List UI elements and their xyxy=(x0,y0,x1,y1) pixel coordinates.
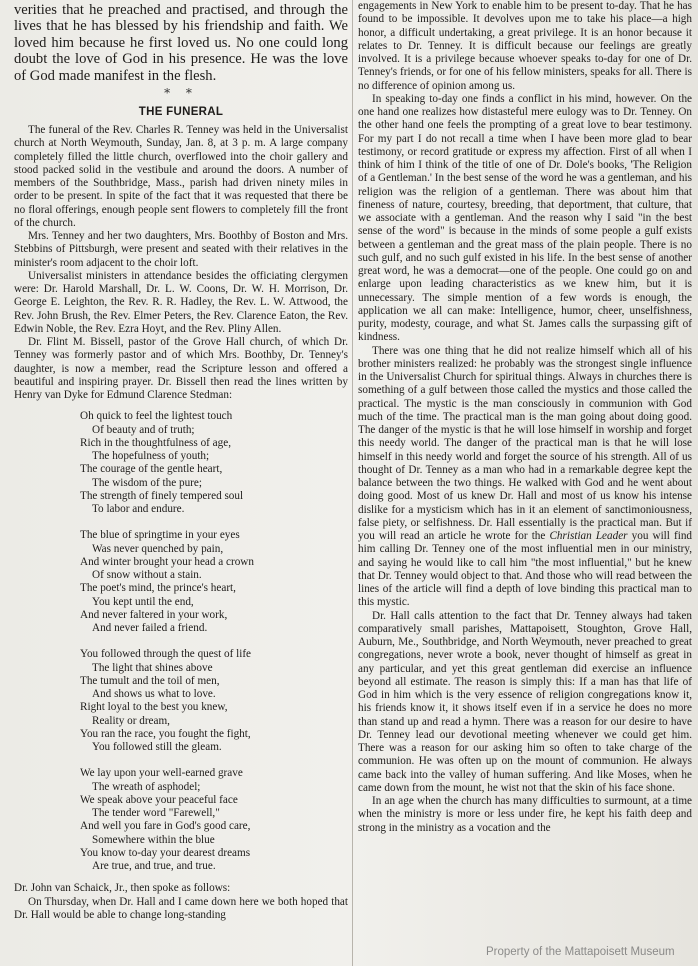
poem-line: You followed still the gleam. xyxy=(92,741,222,754)
poem-line: And never failed a friend. xyxy=(92,622,208,635)
poem-line: Right loyal to the best you knew, xyxy=(80,701,228,714)
paragraph: On Thursday, when Dr. Hall and I came down here we both hoped that Dr. Hall would be able to change long-standing xyxy=(14,895,348,921)
museum-watermark: Property of the Mattapoisett Museum xyxy=(486,946,675,958)
section-heading: THE FUNERAL xyxy=(138,106,224,119)
publication-title: Christian Leader xyxy=(549,530,628,542)
poem-line: We lay upon your well-earned grave xyxy=(80,767,243,780)
poem-line: The light that shines above xyxy=(92,661,213,674)
poem-line: To labor and endure. xyxy=(92,503,185,516)
poem-line: We speak above your peaceful face xyxy=(80,793,238,806)
right-column xyxy=(358,0,692,966)
paragraph: In speaking to-day one finds a conflict in his mind, however. On the one hand one realizes how distasteful mere eulogy was to Dr. Tenney. On the other hand one feels the prompting of a great love to bear testimony. For my part I do not recall a time when I have been more glad to bear testimony, or record gratitude or express my affection. First of all when I think of him I think of the title of one of Dr. Dole's books, 'The Religion of a Gentleman.' In the best sense of the word he was a gentleman, and his religion was the religion of a gentleman. There was about him that fineness of nature, courtesy, breeding, that deportment, that culture, that we associate with a gentleman. And the reason why I said "in the best sense of the word" is because in the minds of some people a gulf exists between a gentleman and the great mass of the plain people. There is no such gulf, and no such gulf existed in his life. In the best sense of another great word, he was a democrat—one of the people. One could go on and enlarge upon leading characteristics as we knew him, but it is unnecessary. The simple mention of a few words is enough, the application we all can make: Intelligence, humor, cheer, unselfishness, purity, modesty, courage, and what St. James calls the surpassing gift of kindness. xyxy=(358,92,692,344)
poem-line: You followed through the quest of life xyxy=(80,648,252,661)
poem-line: Of snow without a stain. xyxy=(92,569,202,582)
poem-line: Of beauty and of truth; xyxy=(92,423,195,436)
poem-line: The courage of the gentle heart, xyxy=(80,463,223,476)
poem-line: You know to-day your dearest dreams xyxy=(80,846,251,859)
poem-line: The wreath of asphodel; xyxy=(92,780,201,793)
column-divider xyxy=(352,0,353,966)
poem-line: The wisdom of the pure; xyxy=(92,476,202,489)
poem-line: And shows us what to love. xyxy=(92,688,216,701)
poem-line: And well you fare in God's good care, xyxy=(80,820,251,833)
poem-line: You ran the race, you fought the fight, xyxy=(80,727,251,740)
poem-line: Somewhere within the blue xyxy=(92,833,215,846)
poem-line: And winter brought your head a crown xyxy=(80,555,254,568)
poem-line: The strength of finely tempered soul xyxy=(80,489,244,502)
paragraph: In an age when the church has many difficulties to surmount, at a time when the ministry is more or less under fire, he kept his faith deep and strong in the ministry as a vocation and the xyxy=(358,795,692,834)
paragraph: The funeral of the Rev. Charles R. Tenney was held in the Universalist church at North Weymouth, Sunday, Jan. 8, at 3 p. m. A large company completely filled the little church, overflowed into the choir gallery and stood packed solid in the vestibule and around the doors. A number of members of the Southbridge, Mass., parish had driven ninety miles in order to be present. In spite of the fact that it was requested that there be no floral offerings, enough people sent flowers to completely fill the front of the church. xyxy=(14,124,348,229)
lead-paragraph: verities that he preached and practised, and through the lives that he has blessed by his friendship and faith. We loved him because he first loved us. No one could long doubt the love of God in his presence. He was the love of God made manifest in the flesh. xyxy=(14,2,348,84)
paragraph: Universalist ministers in attendance besides the officiating clergymen were: Dr. Harold Marshall, Dr. L. W. Coons, Dr. W. H. Morrison, Dr. George E. Leighton, the Rev. R. R. Hadley, the Rev. L. W. Attwood, the Rev. John Brush, the Rev. Elmer Peters, the Rev. Clarence Eaton, the Rev. Edwin Noble, the Rev. Ezra Hoyt, and the Rev. Pliny Allen. xyxy=(14,269,348,335)
paragraph: Dr. Flint M. Bissell, pastor of the Grove Hall church, of which Dr. Tenney was formerly pastor and of which Mrs. Boothby, Dr. Tenney's daughter, is now a member, read the Scripture lesson and offered a beautiful and inspiring prayer. Dr. Bissell then read the lines written by Henry van Dyke for Edmund Clarence Stedman: xyxy=(14,336,348,402)
paragraph-text: There was one thing that he did not realize himself which all of his brother ministers realized: he probably was the strongest single influence in the Universalist Church for spiritual things. Always in churches there is something of a gulf between those called the mystics and those called the practical. The mystic is the man consciously in communion with God much of the time. The practical man is the man going about doing good. The danger of the mystic is that he will lose himself in worship and forget this needy world. The danger of the practical man is that he will lose himself in this needy world and forget the source of his strength. All of us thought of Dr. Tenney as a man who had in a remarkable degree kept the balance between the two things. He walked with God and he went about doing good. Most of us knew Dr. Hall and most of us know his intense dislike for a mysticism which has in it an element of sanctimoniousness, false piety, or selfishness. Dr. Hall essentially is the practical man. But if you will read an article he wrote for the xyxy=(358,344,692,542)
poem-line: Are true, and true, and true. xyxy=(92,860,216,873)
poem-line: The poet's mind, the prince's heart, xyxy=(80,582,236,595)
paragraph xyxy=(358,345,692,610)
poem-line: You kept until the end, xyxy=(92,595,194,608)
poem-stanza xyxy=(80,410,348,516)
poem-line: Reality or dream, xyxy=(92,714,170,727)
left-column xyxy=(14,0,348,966)
poem-line: The tender word "Farewell," xyxy=(92,807,220,820)
poem-line: The blue of springtime in your eyes xyxy=(80,529,240,542)
poem xyxy=(80,410,348,873)
paragraph: Mrs. Tenney and her two daughters, Mrs. Boothby of Boston and Mrs. Stebbins of Pittsburgh, were present and seated with their relatives in the minister's room adjacent to the choir loft. xyxy=(14,230,348,269)
section-separator: * * xyxy=(164,86,198,101)
paragraph: Dr. John van Schaick, Jr., then spoke as follows: xyxy=(14,882,231,895)
poem-stanza xyxy=(80,648,348,754)
paragraph: engagements in New York to enable him to be present to-day. That he has found to be impossible. It devolves upon me to take his place—a high honor, a difficult undertaking, a great privilege. It is an honor because it relates to Dr. Tenney. It is difficult because our feelings are greatly involved. It is a privilege because whoever speaks to-day for one of Dr. Tenney's friends, or for one of his fellow ministers, speaks for all. There is no difference of opinion among us. xyxy=(358,0,692,92)
paragraph: Dr. Hall calls attention to the fact that Dr. Tenney always had taken comparatively small parishes, Mattapoisett, Stoughton, Grove Hall, Auburn, Me., Southbridge, and North Weymouth, never preached to great congregations, never wrote a book, never thought of himself as great in any particular, and yet this great gentleman did exercise an influence beyond all estimate. The reason is simply this: If a man has that life of God in him which is the very essence of religion congregations know it, his friends know it, it shows itself even if in a service he does no more than stand up and read a hymn. There was a reason for our desire to have Dr. Tenney lead our devotional meeting whenever we could get him. There was a reason for our asking him so often to take charge of the communion. He was often up on the mount of communion. He always came back into the valley of human suffering. And like Moses, when he came down from the mount, he wist not that the skin of his face shone. xyxy=(358,609,692,794)
paragraph-text: you will find him calling Dr. Tenney one of the most influential men in our ministry, and saying he would like to call him "the most influential," but he knew that Dr. Tenney would object to that. And those who will read between the lines of the article will find a depth of love binding this practical man to this mystic. xyxy=(358,530,692,609)
poem-line: Rich in the thoughtfulness of age, xyxy=(80,436,232,449)
poem-stanza xyxy=(80,529,348,635)
poem-line: The tumult and the toil of men, xyxy=(80,674,220,687)
poem-line: Oh quick to feel the lightest touch xyxy=(80,410,233,423)
poem-line: Was never quenched by pain, xyxy=(92,542,224,555)
poem-line: And never faltered in your work, xyxy=(80,608,228,621)
poem-stanza xyxy=(80,767,348,873)
poem-line: The hopefulness of youth; xyxy=(92,450,210,463)
